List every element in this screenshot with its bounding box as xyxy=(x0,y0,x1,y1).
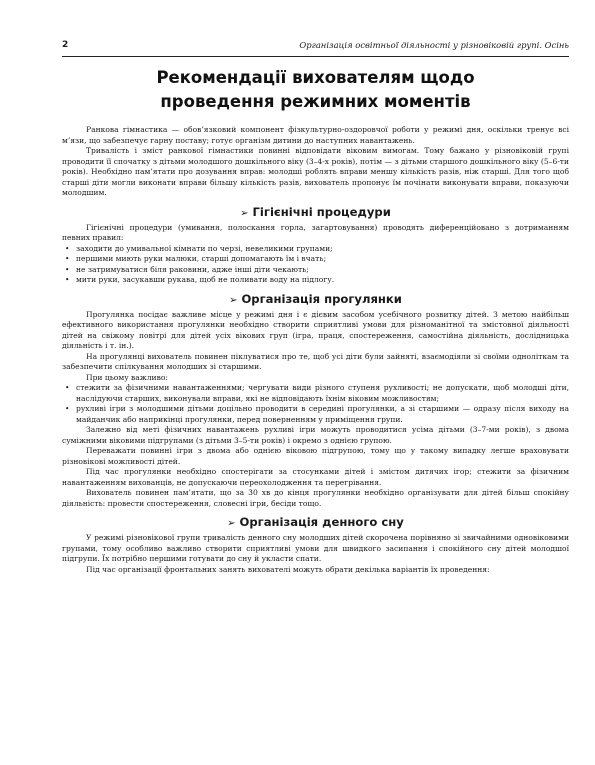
page-title xyxy=(62,66,569,114)
intro-paragraph-2: Тривалість і зміст ранкової гімнастики повинні відповідати віковим вимогам. Тому бажано у різновіковій групі проводити її спочатку з дітьми молодшого дошкільного віку (3–4-х років), потім — з дітьми старшого дошкільного віку (5–6-ти років). Необхідно пам’ятати про дозування вправ: молодші роблять вправи меншу кількість разів, ніж старші. Для того щоб старші діти могли виконати вправи більшу кількість разів, вихователь пропонує їм почінати виконувати вправи, показуючи молодшим. xyxy=(62,146,569,197)
walk-paragraph-1: Прогулянка посідає важливе місце у режимі дня і є дієвим засобом усебічного розвитку дітей. З метою найбільш ефективного використання прогулянки необхідно створити сприятливі умови для різноманітної та змістовної діяльності дітей на свіжому повітрі для дітей усіх вікових груп (ігра, праця, спостереження, самостійна діяльність, дослідницька діяльність і т. ін.). xyxy=(62,309,569,350)
page-title-line-1: Рекомендації вихователям щодо xyxy=(156,68,475,87)
arrow-bullet-icon: ➢ xyxy=(229,294,238,306)
section-heading-walk-text: Організація прогулянки xyxy=(241,291,402,306)
walk-paragraph-2: На прогулянці вихователь повинен піклуватися про те, щоб усі діти були зайняті, взаємодіяли зі своїми одноліткам та забезпечити спілкування молодших зі старшими. xyxy=(62,351,569,371)
section-heading-walk xyxy=(62,292,569,308)
page-header xyxy=(62,40,569,54)
bullet-icon: • xyxy=(65,383,70,392)
list-item: • мити руки, засукавши рукава, щоб не поливати воду на підлогу. xyxy=(65,275,335,284)
list-item: • рухливі ігри з молодшими дітьми доцільно проводити в середині прогулянки, а зі старшими — одразу після виходу на майданчик або наприкінці прогулянки, перед поверненням у приміщення групи. xyxy=(65,404,569,424)
section-heading-sleep-text: Організація денного сну xyxy=(239,515,404,529)
walk-paragraph-4: Залежно від меті фізичних навантажень рухливі ігри можуть проводитися усіма дітьми (3–7-ми років), з двома суміжними віковими підгрупами (з дітьми 3–5-ти років) і окремо з однією групою. xyxy=(62,425,569,445)
header-rule xyxy=(62,56,569,57)
running-title: Організація освітньої діяльності у різновіковій групі. Осінь xyxy=(299,40,569,50)
walk-paragraph-5: Переважати повинні ігри з двома або однією віковою підгрупою, тому що у такому випадку легше враховувати різновікові можливості дітей. xyxy=(62,446,569,466)
section-heading-hygiene-text: Гігієнічні процедури xyxy=(252,204,391,219)
hygiene-rules-list xyxy=(62,244,569,286)
list-item: • не затримуватися біля раковини, адже інші діти чекають; xyxy=(65,264,309,274)
sleep-paragraph-2: Під час організації фронтальних занять вихователі можуть обрати декілька варіантів їх проведення: xyxy=(86,564,490,574)
intro-paragraph-1: Ранкова гімнастика — обов’язковий компонент фізкультурно-оздоровчої роботи у режимі дня, оскільки тренує всі м’язи, що забезпечує гарну поставу; готує організм дитини до наступних навантажень. xyxy=(62,125,569,145)
list-item: • заходити до умивальної кімнати по черзі, невеликими групами; xyxy=(65,243,333,253)
walk-paragraph-7: Вихователь повинен пам’ятати, що за 30 хв до кінця прогулянки необхідно організувати для дітей більш спокійну діяльність: провести спостереження, словесні ігри, бесіди тощо. xyxy=(62,488,569,508)
bullet-icon: • xyxy=(65,404,70,413)
list-item: • першими миють руки малюки, старші допомагають їм і вчать; xyxy=(65,254,326,263)
walk-rules-list xyxy=(62,383,569,425)
page-number: 2 xyxy=(62,40,69,50)
walk-paragraph-6: Під час прогулянки необхідно спостерігати за стосунками дітей і змістом дитячих ігор; стежити за фізичним навантаженням вихованців, не допускаючи переохолодження та перегрівання. xyxy=(62,467,569,487)
hygiene-intro: Гігієнічні процедури (умивання, полоскання горла, загартовування) проводять диференційовано з дотриманням певних правил: xyxy=(62,222,569,242)
section-heading-sleep xyxy=(62,515,569,531)
sleep-paragraph-1: У режимі різновікової групи тривалість денного сну молодших дітей скорочена порівняно зі звичайними одновіковими групами, тому особливо важливо створити сприятливі умови для швидкого засипання і спокійного сну дітей молодшої підгрупи. Їх потрібно першими готувати до сну й укласти спати. xyxy=(62,533,569,563)
main-content xyxy=(62,125,569,575)
bullet-icon: • xyxy=(65,275,70,284)
section-heading-hygiene xyxy=(62,205,569,221)
walk-paragraph-3: При цьому важливо: xyxy=(86,372,168,382)
bullet-icon: • xyxy=(65,264,70,274)
bullet-icon: • xyxy=(65,243,70,253)
list-item: • стежити за фізичними навантаженнями; чергувати види різного ступеня рухливості; не допускати, щоб молодші діти, наслідуючи старших, виконували вправи, які не відповідають їхнім віковим можливостям; xyxy=(65,383,569,403)
bullet-icon: • xyxy=(65,254,70,263)
page-title-line-2: проведення режимних моментів xyxy=(160,92,471,111)
arrow-bullet-icon: ➢ xyxy=(227,518,236,529)
arrow-bullet-icon: ➢ xyxy=(240,207,249,219)
